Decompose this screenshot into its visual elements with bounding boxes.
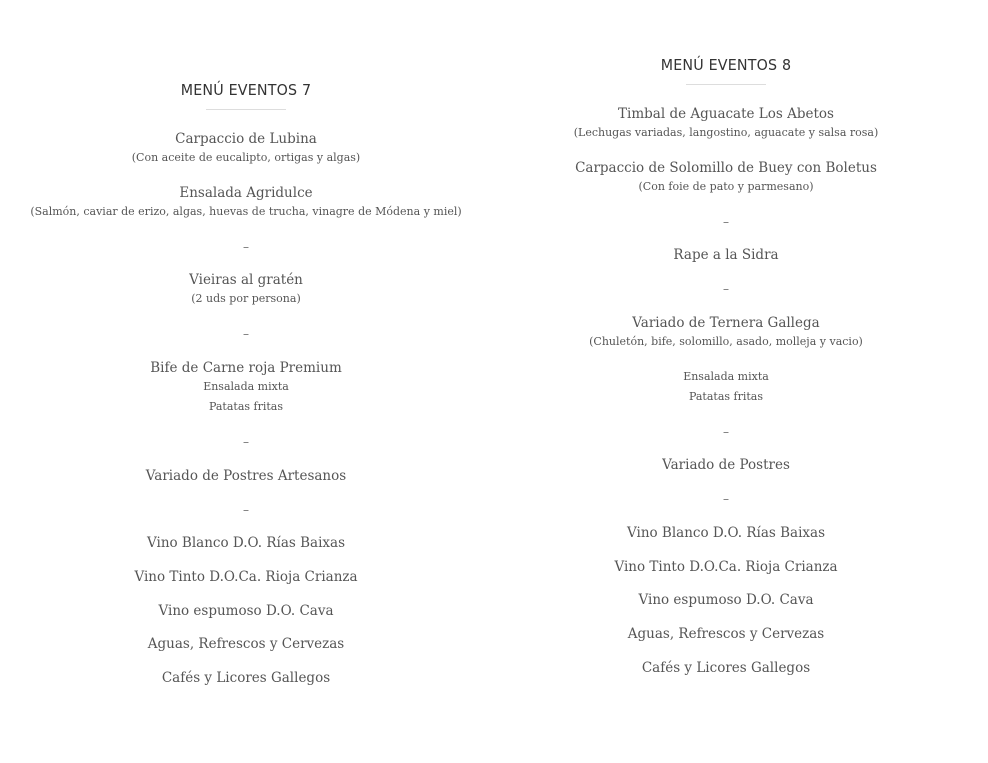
- menu-eventos-8: [510, 55, 942, 676]
- side-patatas-fritas: Patatas fritas: [208, 400, 284, 413]
- dish-rape-sidra: Rape a la Sidra: [673, 247, 779, 263]
- course-separator: –: [723, 492, 729, 506]
- course-separator: –: [243, 327, 249, 341]
- drink-vino-espumoso: Vino espumoso D.O. Cava: [158, 603, 334, 619]
- side-ensalada-mixta: Ensalada mixta: [203, 380, 289, 393]
- dish-postres: Variado de Postres: [662, 457, 790, 473]
- dish-vieiras: Vieiras al gratén: [189, 272, 303, 288]
- title-divider: [686, 84, 766, 85]
- dish-bife: Bife de Carne roja Premium: [150, 360, 342, 376]
- dish-timbal-aguacate: Timbal de Aguacate Los Abetos: [618, 106, 834, 122]
- menu-eventos-7: [30, 80, 462, 686]
- dish-carpaccio-buey: Carpaccio de Solomillo de Buey con Boletus: [575, 160, 877, 176]
- side-ensalada-mixta: Ensalada mixta: [683, 370, 769, 383]
- menu-title: MENÚ EVENTOS 8: [660, 56, 792, 74]
- drink-cafes-licores: Cafés y Licores Gallegos: [161, 670, 331, 686]
- dish-note: (2 uds por persona): [191, 292, 301, 305]
- drink-aguas-refrescos: Aguas, Refrescos y Cervezas: [147, 636, 345, 652]
- drink-cafes-licores: Cafés y Licores Gallegos: [641, 660, 811, 676]
- dish-postres: Variado de Postres Artesanos: [145, 468, 347, 484]
- dish-note: (Con aceite de eucalipto, ortigas y algas): [131, 151, 361, 164]
- drink-vino-blanco: Vino Blanco D.O. Rías Baixas: [146, 535, 346, 551]
- drink-aguas-refrescos: Aguas, Refrescos y Cervezas: [627, 626, 825, 642]
- side-patatas-fritas: Patatas fritas: [688, 390, 764, 403]
- drink-vino-tinto: Vino Tinto D.O.Ca. Rioja Crianza: [614, 559, 838, 575]
- drink-vino-tinto: Vino Tinto D.O.Ca. Rioja Crianza: [134, 569, 358, 585]
- menu-title: MENÚ EVENTOS 7: [180, 81, 312, 99]
- dish-carpaccio-lubina: Carpaccio de Lubina: [175, 131, 317, 147]
- title-divider: [206, 109, 286, 110]
- dish-note: (Salmón, caviar de erizo, algas, huevas de trucha, vinagre de Módena y miel): [30, 205, 462, 218]
- course-separator: –: [243, 435, 249, 449]
- dish-note: (Chuletón, bife, solomillo, asado, molleja y vacio): [589, 335, 863, 348]
- course-separator: –: [243, 240, 249, 254]
- course-separator: –: [723, 425, 729, 439]
- dish-ternera-gallega: Variado de Ternera Gallega: [632, 315, 820, 331]
- course-separator: –: [243, 503, 249, 517]
- dish-ensalada-agridulce: Ensalada Agridulce: [179, 185, 313, 201]
- course-separator: –: [723, 215, 729, 229]
- drink-vino-blanco: Vino Blanco D.O. Rías Baixas: [626, 525, 826, 541]
- dish-note: (Lechugas variadas, langostino, aguacate y salsa rosa): [573, 126, 879, 139]
- drink-vino-espumoso: Vino espumoso D.O. Cava: [638, 592, 814, 608]
- course-separator: –: [723, 282, 729, 296]
- dish-note: (Con foie de pato y parmesano): [638, 180, 814, 193]
